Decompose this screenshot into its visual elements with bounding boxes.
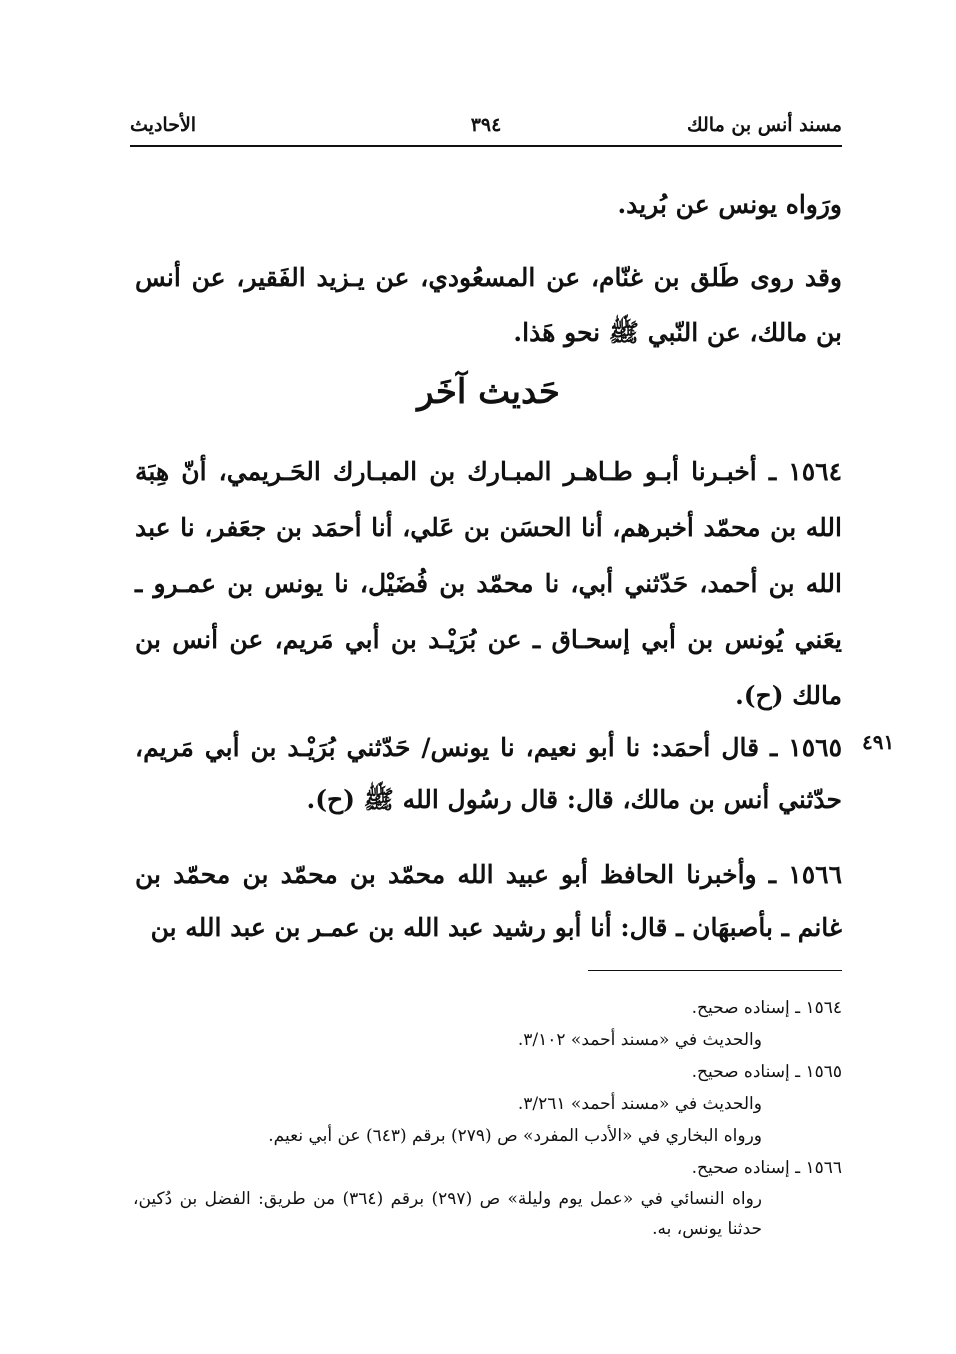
footnotes — [133, 992, 842, 1244]
hadith-1564: ١٥٦٤ ـ أخبـرنا أبـو طـاهـر المبـارك بن المبـارك الحَـريمي، أنّ هِبَة الله بن محمّد أخبرهم، أنا الحسَن بن عَلي، أنا أحمَد بن جعَفر، نا عبد الله بن أحمد، حَدّثني أبي، نا محمّد بن فُضَيْل، نا يونس بن عمـرو ـ يعَني يُونس بن أبي إسحـاق ـ عن بُرَيْـد بن أبي مَريم، عن أنس بن مالك (ح). — [135, 457, 842, 710]
header-book-title: مسند أنس بن مالك — [687, 114, 842, 136]
paragraph-talq: وقد روى طَلق بن غنّام، عن المسعُودي، عن يـزيد الفَقير، عن أنس بن مالك، عن النّبي ﷺ نحو هَذا. — [135, 263, 842, 347]
paragraph-yunus: ورَواه يونس عن بُريد. — [617, 190, 842, 219]
page-number: ٣٩٤ — [470, 114, 502, 136]
footnote-1564-source: والحديث في «مسند أحمد» ٣/١٠٢. — [517, 1030, 762, 1050]
hadith-1565: ١٥٦٥ ـ قال أحمَد: نا أبو نعيم، نا يونس/ حَدّثني بُرَيْـد بن أبي مَريم، حدّثني أنس بن مالك، قال: قال رسُول الله ﷺ (ح). — [135, 733, 842, 814]
header-section-title: الأحاديث — [130, 114, 197, 136]
footnote-rule — [588, 970, 842, 971]
footnote-1566-grade: ١٥٦٦ ـ إسناده صحيح. — [691, 1158, 842, 1178]
margin-page-ref: ٤٩١ — [862, 730, 895, 754]
hadith-1566: ١٥٦٦ ـ وأخبرنا الحافظ أبو عبيد الله محمّد بن محمّد بن محمّد بن غانم ـ بأصبهَان ـ قال: أنا أبو رشيد عبد الله بن عمـر بن عبد الله بن — [135, 860, 842, 942]
running-header — [130, 108, 842, 142]
section-heading: حَديث آخَر — [417, 372, 560, 412]
footnote-1565-source: والحديث في «مسند أحمد» ٣/٢٦١. — [517, 1094, 762, 1114]
footnote-1565-grade: ١٥٦٥ ـ إسناده صحيح. — [691, 1062, 842, 1082]
footnote-1564-grade: ١٥٦٤ ـ إسناده صحيح. — [691, 998, 842, 1018]
footnote-1565-bukhari: ورواه البخاري في «الأدب المفرد» ص (٢٧٩) برقم (٦٤٣) عن أبي نعيم. — [268, 1126, 762, 1146]
header-rule — [130, 145, 842, 147]
footnote-1566-nasai: رواه النسائي في «عمل يوم وليلة» ص (٢٩٧) برقم (٣٦٤) من طريق: الفضل بن دُكين، حدثنا يونس، به. — [133, 1189, 762, 1239]
